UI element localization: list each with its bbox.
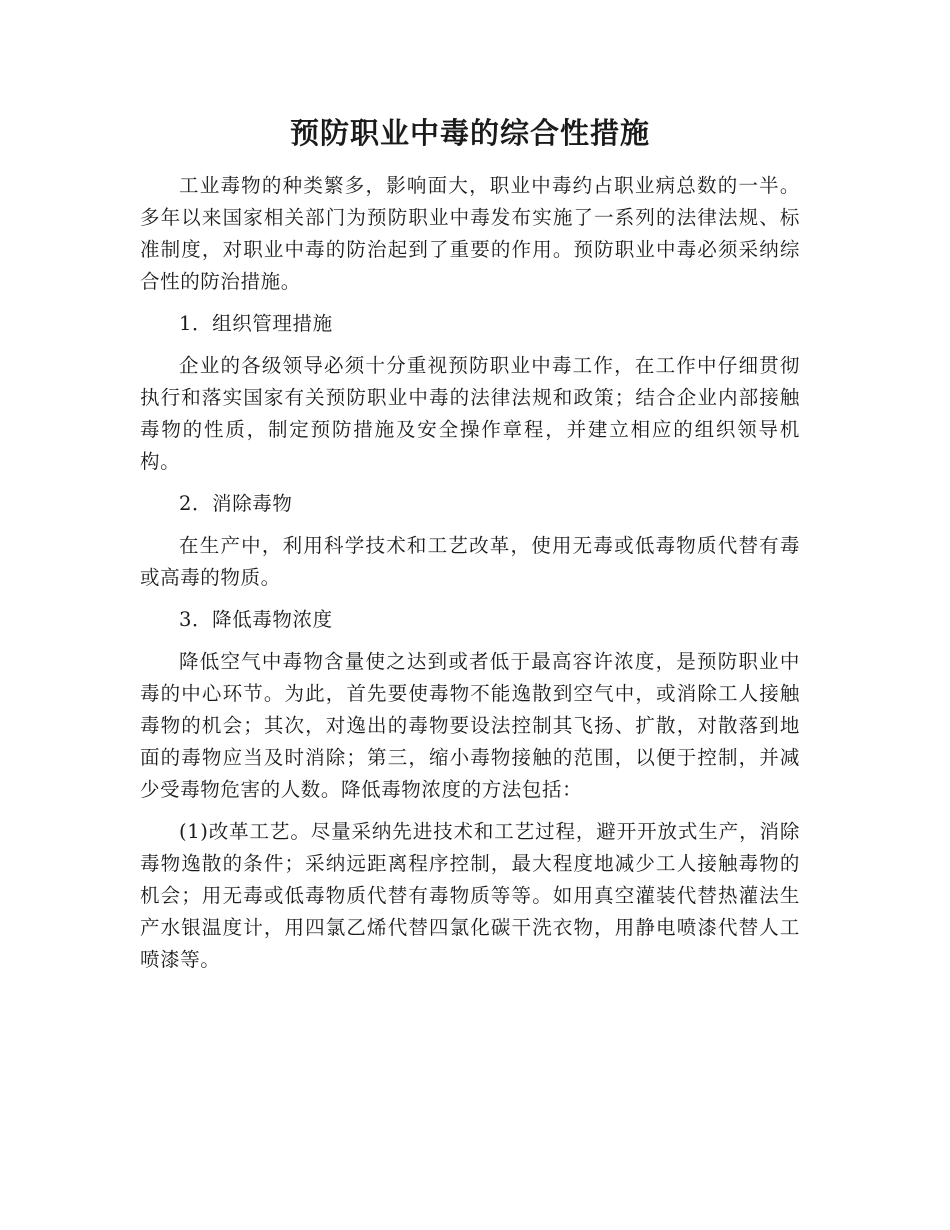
section-heading-reduce-concentration: 3．降低毒物浓度 bbox=[179, 608, 333, 631]
section-body-organization: 企业的各级领导必须十分重视预防职业中毒工作，在工作中仔细贯彻执行和落实国家有关预防职业中毒的法律法规和政策；结合企业内部接触毒物的性质，制定预防措施及安全操作章程，并建立相应的组织领导机构。 bbox=[140, 354, 800, 473]
section-body-eliminate-toxins: 在生产中，利用科学技术和工艺改革，使用无毒或低毒物质代替有毒或高毒的物质。 bbox=[140, 534, 800, 589]
list-item-process-reform: (1)改革工艺。尽量采纳先进技术和工艺过程，避开开放式生产，消除毒物逸散的条件；采纳远距离程序控制，最大程度地减少工人接触毒物的机会；用无毒或低毒物质代替有毒物质等等。如用真空灌装代替热灌法生产水银温度计，用四氯乙烯代替四氯化碳干洗衣物，用静电喷漆代替人工喷漆等。 bbox=[140, 820, 800, 971]
intro-paragraph: 工业毒物的种类繁多，影响面大，职业中毒约占职业病总数的一半。多年以来国家相关部门为预防职业中毒发布实施了一系列的法律法规、标准制度，对职业中毒的防治起到了重要的作用。预防职业中毒必须采纳综合性的防治措施。 bbox=[140, 174, 800, 293]
section-heading-eliminate-toxins: 2．消除毒物 bbox=[179, 492, 293, 515]
section-body-reduce-concentration: 降低空气中毒物含量使之达到或者低于最高容许浓度，是预防职业中毒的中心环节。为此，首先要使毒物不能逸散到空气中，或消除工人接触毒物的机会；其次，对逸出的毒物要设法控制其飞扬、扩散，对散落到地面的毒物应当及时消除；第三，缩小毒物接触的范围，以便于控制，并减少受毒物危害的人数。降低毒物浓度的方法包括： bbox=[140, 650, 800, 801]
document-title: 预防职业中毒的综合性措施 bbox=[289, 116, 650, 150]
document-page bbox=[140, 108, 800, 986]
section-heading-organization: 1．组织管理措施 bbox=[179, 312, 333, 335]
